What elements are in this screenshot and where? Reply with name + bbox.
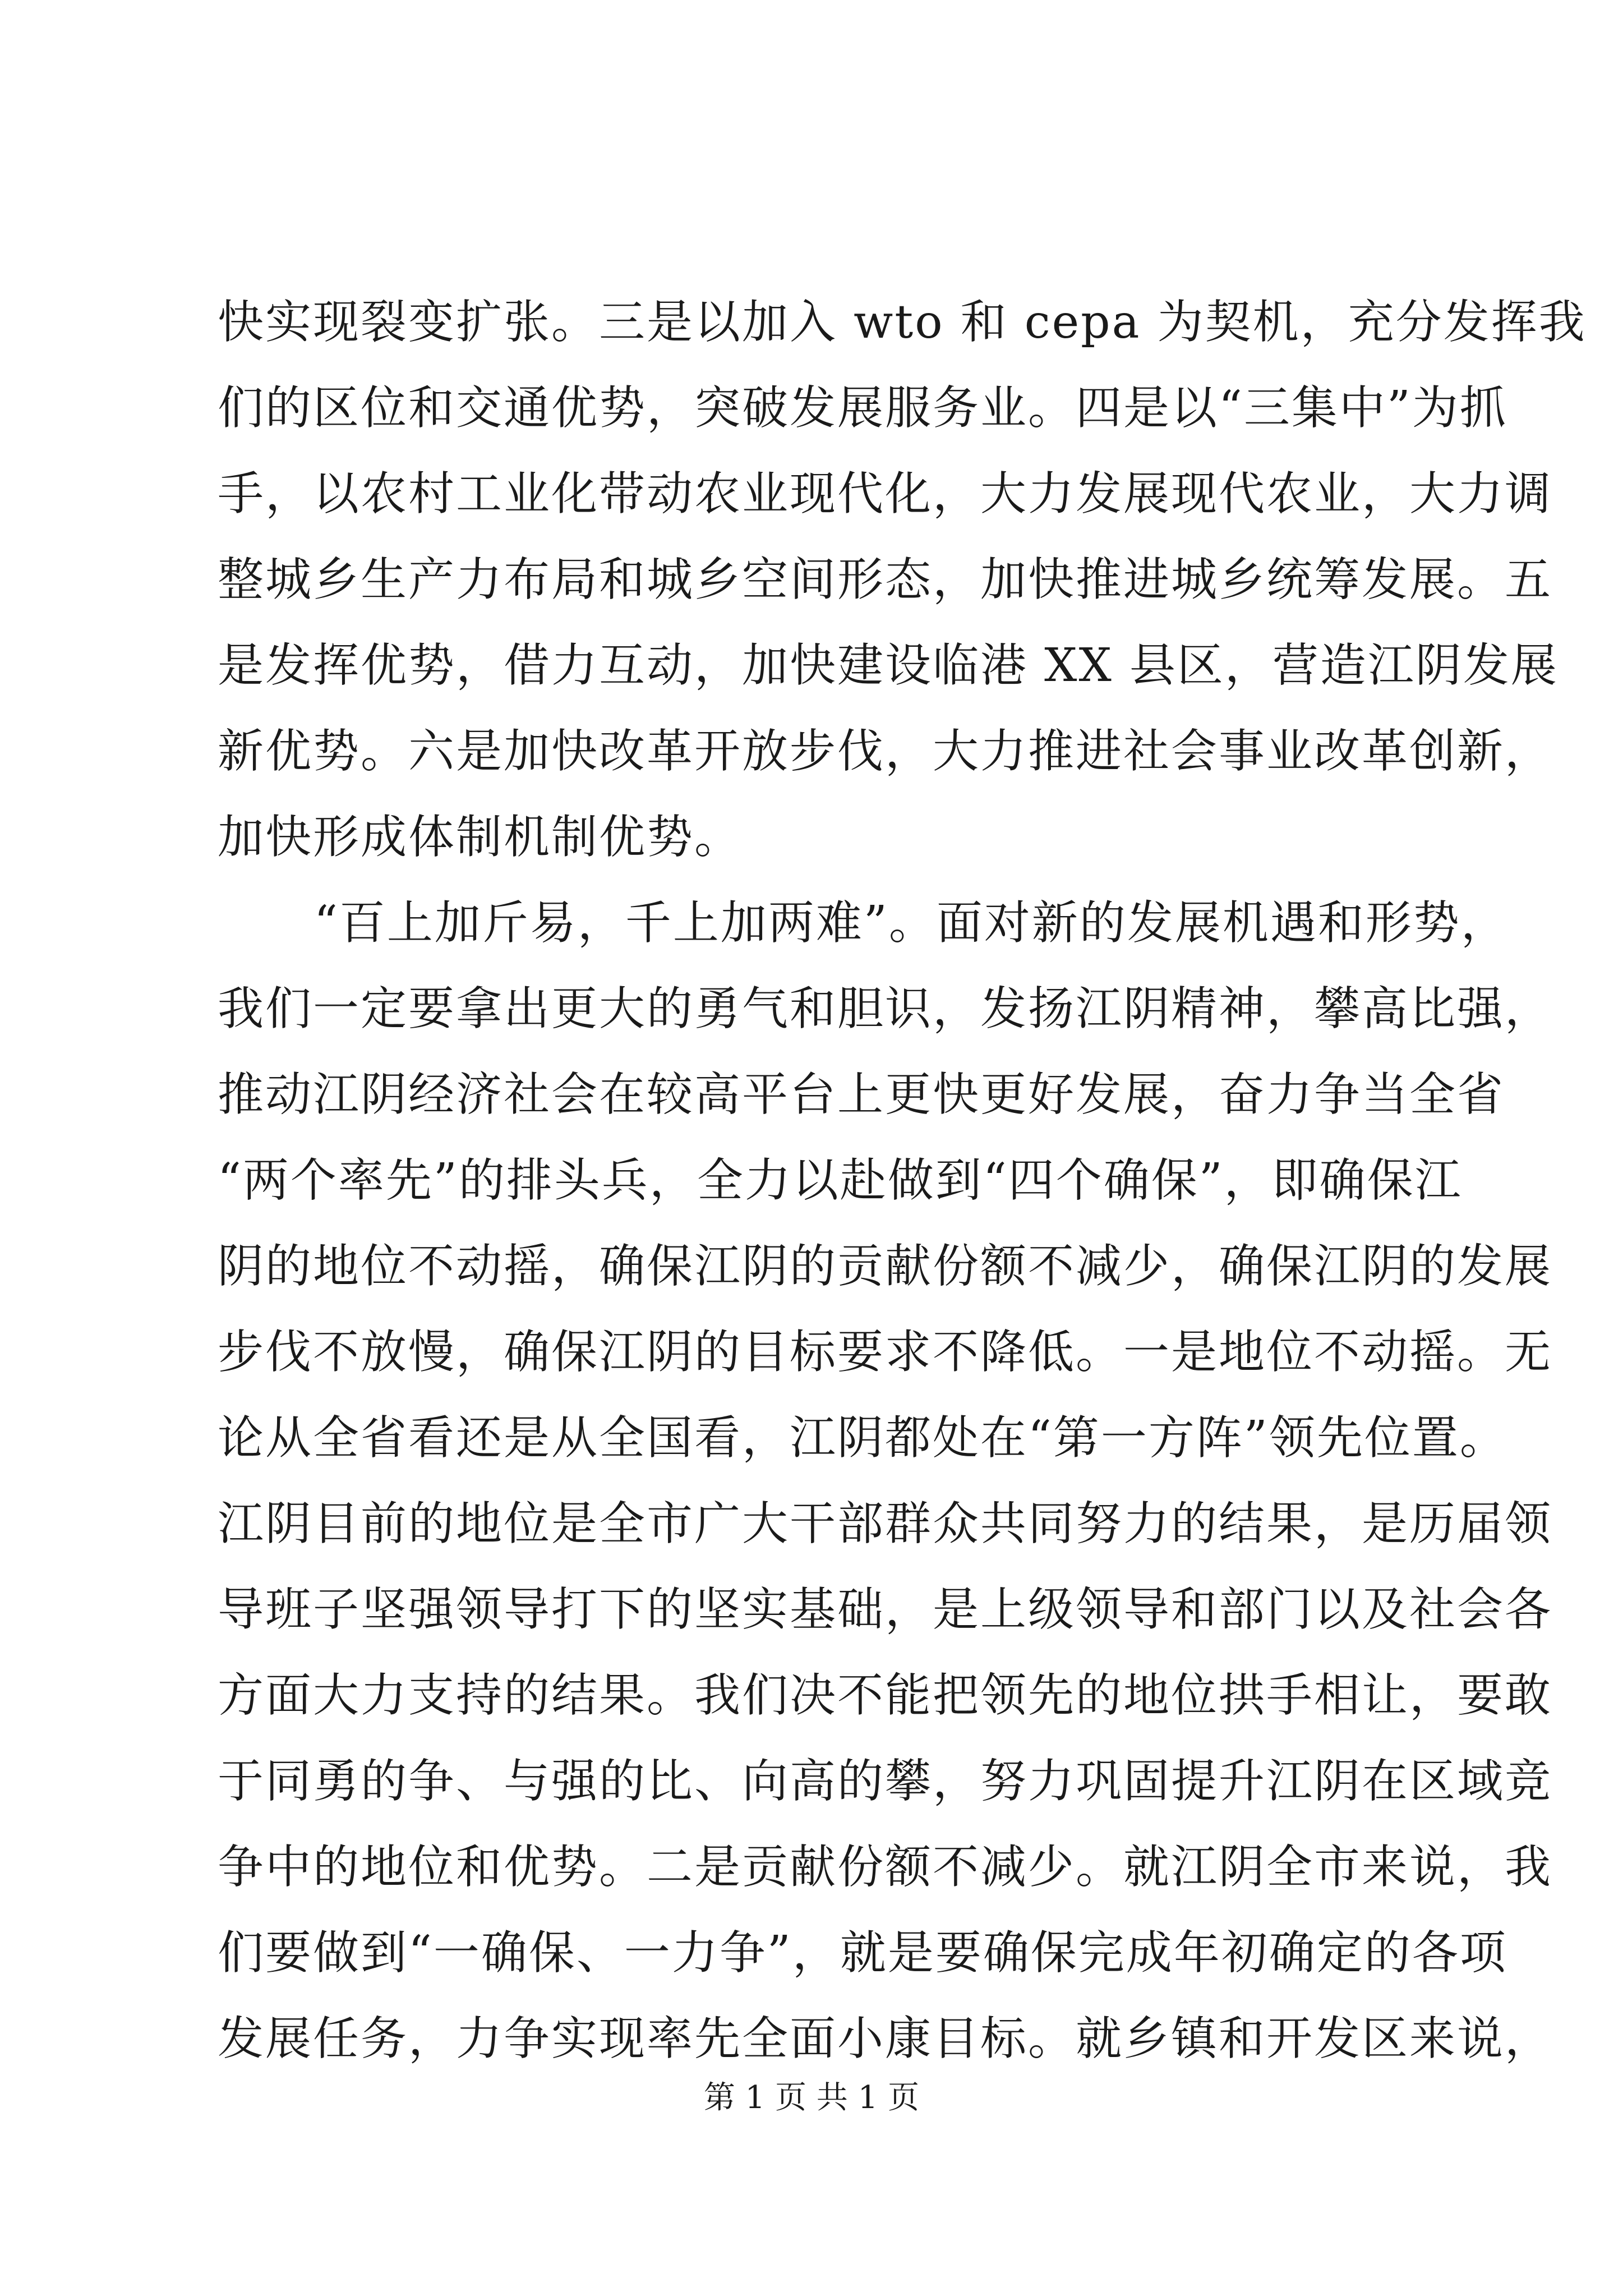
body-text-line: 推动江阴经济社会在较高平台上更快更好发展，奋力争当全省 (218, 1068, 1505, 1121)
body-text-line: 手，以农村工业化带动农业现代化，大力发展现代农业，大力调 (218, 467, 1553, 521)
body-text-line: 快实现裂变扩张。三是以加入 wto 和 cepa 为契机，充分发挥我 (218, 296, 1587, 349)
body-text-line: 们要做到“一确保、一力争”，就是要确保完成年初确定的各项 (218, 1926, 1507, 1980)
body-text-line: 是发挥优势，借力互动，加快建设临港 XX 县区，营造江阴发展 (218, 639, 1559, 692)
body-text-line: 发展任务，力争实现率先全面小康目标。就乡镇和开发区来说， (218, 2012, 1553, 2065)
body-text-line: 整城乡生产力布局和城乡空间形态，加快推进城乡统筹发展。五 (218, 553, 1553, 606)
body-text-line: 导班子坚强领导打下的坚实基础，是上级领导和部门以及社会各 (218, 1583, 1553, 1636)
body-text-line: 于同勇的争、与强的比、向高的攀，努力巩固提升江阴在区域竞 (218, 1755, 1553, 1808)
body-text-line: 争中的地位和优势。二是贡献份额不减少。就江阴全市来说，我 (218, 1841, 1553, 1894)
body-text-line: 步伐不放慢，确保江阴的目标要求不降低。一是地位不动摇。无 (218, 1326, 1553, 1379)
body-text-line: 新优势。六是加快改革开放步伐，大力推进社会事业改革创新， (218, 725, 1553, 778)
body-text-line: “两个率先”的排头兵，全力以赴做到“四个确保”，即确保江 (218, 1154, 1463, 1207)
body-text-line: 加快形成体制机制优势。 (218, 811, 743, 864)
paragraph-first-line: “百上加斤易，千上加两难”。面对新的发展机遇和形势， (314, 896, 1509, 950)
body-text-line: 江阴目前的地位是全市广大干部群众共同努力的结果，是历届领 (218, 1497, 1553, 1550)
body-text-line: 方面大力支持的结果。我们决不能把领先的地位拱手相让，要敢 (218, 1669, 1553, 1722)
body-text-line: 们的区位和交通优势，突破发展服务业。四是以“三集中”为抓 (218, 381, 1507, 435)
body-text-line: 我们一定要拿出更大的勇气和胆识，发扬江阴精神，攀高比强， (218, 982, 1553, 1036)
page-footer: 第 1 页 共 1 页 (703, 2079, 920, 2116)
body-text-line: 论从全省看还是从全国看，江阴都处在“第一方阵”领先位置。 (218, 1411, 1507, 1465)
body-text-line: 阴的地位不动摇，确保江阴的贡献份额不减少，确保江阴的发展 (218, 1240, 1553, 1293)
